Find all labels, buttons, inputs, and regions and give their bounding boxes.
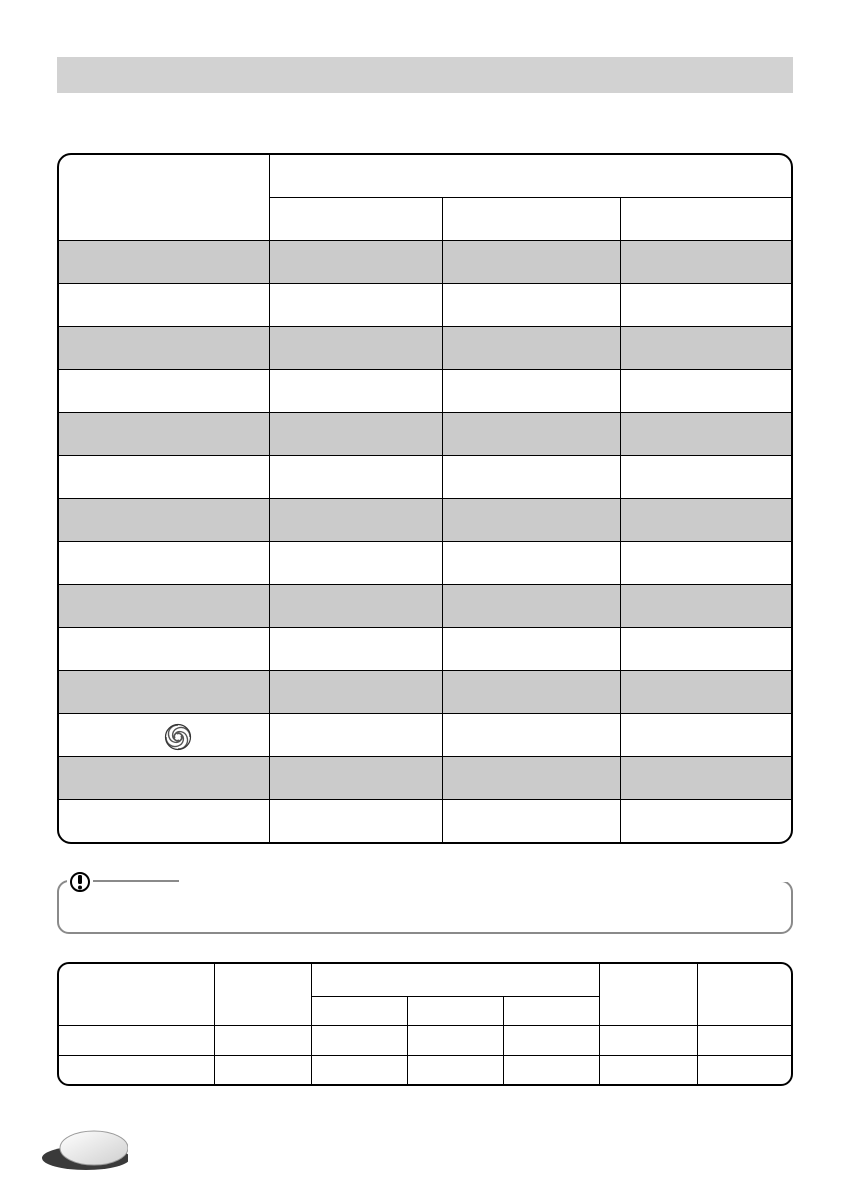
table-row bbox=[59, 584, 791, 627]
table-cell bbox=[621, 757, 793, 799]
table-cell bbox=[443, 800, 621, 842]
row-label-cell bbox=[59, 456, 270, 498]
table-row bbox=[59, 369, 791, 412]
table-cell bbox=[621, 370, 793, 412]
table-row bbox=[59, 326, 791, 369]
table-row bbox=[59, 541, 791, 584]
row-label-cell bbox=[59, 241, 270, 283]
table-cell bbox=[443, 456, 621, 498]
row-label-cell bbox=[59, 714, 270, 756]
spec-table bbox=[57, 962, 793, 1086]
table-cell bbox=[443, 542, 621, 584]
sub-header-2 bbox=[443, 198, 621, 240]
table-row bbox=[59, 283, 791, 326]
table-cell bbox=[443, 284, 621, 326]
table-cell bbox=[270, 714, 443, 756]
exclamation-icon bbox=[67, 870, 93, 894]
table-cell bbox=[270, 456, 443, 498]
row-divider bbox=[59, 1025, 791, 1026]
table-row bbox=[59, 412, 791, 455]
table-cell bbox=[270, 327, 443, 369]
table-cell bbox=[270, 671, 443, 713]
table-cell bbox=[443, 327, 621, 369]
table-cell bbox=[443, 757, 621, 799]
row-label-cell bbox=[59, 585, 270, 627]
table-cell bbox=[621, 456, 793, 498]
table-cell bbox=[270, 800, 443, 842]
sub-header-1 bbox=[270, 198, 443, 240]
row-label-cell bbox=[59, 628, 270, 670]
table-cell bbox=[270, 499, 443, 541]
table-cell bbox=[270, 413, 443, 455]
row-label-cell bbox=[59, 499, 270, 541]
table-cell bbox=[443, 714, 621, 756]
table-cell bbox=[443, 671, 621, 713]
table-cell bbox=[270, 757, 443, 799]
row-label-cell bbox=[59, 284, 270, 326]
col-divider bbox=[407, 996, 408, 1086]
table-row bbox=[59, 670, 791, 713]
table-row bbox=[59, 756, 791, 799]
row-divider bbox=[311, 996, 599, 997]
table-cell bbox=[270, 241, 443, 283]
table-cell bbox=[621, 241, 793, 283]
table-row bbox=[59, 240, 791, 283]
table-cell bbox=[443, 628, 621, 670]
table-cell bbox=[621, 585, 793, 627]
row-label-cell bbox=[59, 800, 270, 842]
table-row bbox=[59, 713, 791, 756]
sub-header-3 bbox=[621, 198, 791, 240]
table-cell bbox=[621, 628, 793, 670]
table-row bbox=[59, 627, 791, 670]
note-box bbox=[57, 880, 793, 934]
row-label-cell bbox=[59, 671, 270, 713]
table-cell bbox=[270, 284, 443, 326]
table-cell bbox=[621, 800, 793, 842]
table-cell bbox=[270, 585, 443, 627]
table-cell bbox=[443, 585, 621, 627]
table-cell bbox=[621, 499, 793, 541]
table-cell bbox=[621, 284, 793, 326]
row-divider bbox=[59, 1055, 791, 1056]
table-row bbox=[59, 455, 791, 498]
row-label-cell bbox=[59, 327, 270, 369]
table-cell bbox=[621, 327, 793, 369]
table-cell bbox=[443, 241, 621, 283]
table-cell bbox=[621, 671, 793, 713]
col-divider bbox=[503, 996, 504, 1086]
table-cell bbox=[621, 714, 793, 756]
table-cell bbox=[443, 499, 621, 541]
table-cell bbox=[621, 413, 793, 455]
table-row bbox=[59, 799, 791, 842]
table-header-group bbox=[270, 155, 791, 198]
row-label-cell bbox=[59, 757, 270, 799]
row-label-cell bbox=[59, 542, 270, 584]
table-cell bbox=[270, 370, 443, 412]
table-header-left bbox=[59, 155, 270, 240]
table-cell bbox=[621, 542, 793, 584]
program-table bbox=[57, 153, 793, 844]
page-number-badge bbox=[36, 1128, 128, 1172]
table-cell bbox=[443, 370, 621, 412]
table-row bbox=[59, 498, 791, 541]
table-cell bbox=[270, 542, 443, 584]
table-cell bbox=[443, 413, 621, 455]
section-header-bar bbox=[57, 57, 793, 93]
row-label-cell bbox=[59, 370, 270, 412]
wool-mark-icon bbox=[163, 722, 193, 752]
row-label-cell bbox=[59, 413, 270, 455]
table-cell bbox=[270, 628, 443, 670]
note-gap bbox=[179, 880, 793, 882]
